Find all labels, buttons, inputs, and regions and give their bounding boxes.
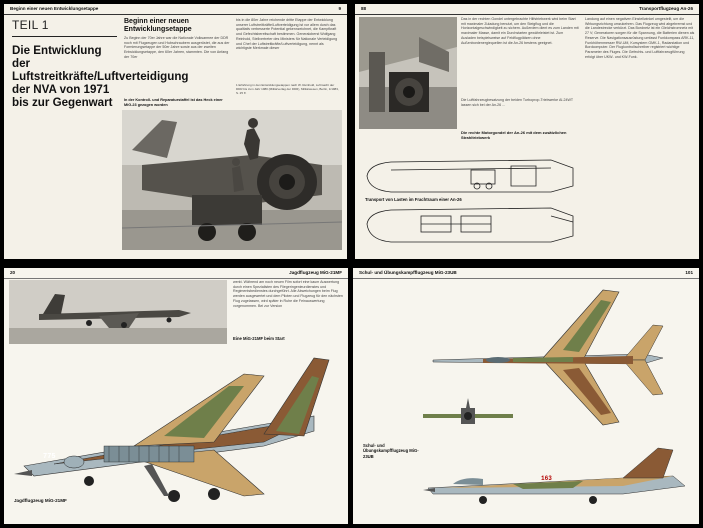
- mig21-takeoff-photo: [9, 280, 227, 344]
- photo-caption: Die rechte Motorgondel der An-26 mit dem zusätzlichen Strahltriebwerk: [461, 130, 567, 140]
- body-text: werkt. Während am noch neuen Film sofort eine kaum Auswertung durch einen Spezialisten des Fliegeringenieurdienstes und Regimentsbedienstes durchgeführt. Alle Abweichungen beim Flug werden ausgewertet und dem Piloten und Flugzeug für den nächsten Flug zugelassen, wird später in Ruhe die Feinauswertung vorgenommen. Bei zur Version: [233, 280, 343, 308]
- drawing-caption: Jagdflugzeug MiG-21MF: [14, 498, 67, 503]
- serial-number: 775: [43, 453, 56, 461]
- nacelle-photo: [359, 17, 457, 129]
- mig23ub-side-view: [423, 446, 693, 516]
- rule: [12, 36, 117, 37]
- serial-number: 163: [541, 475, 552, 482]
- body-text-col1b: Die Luftfahrzeugbesatzung der beiden Turboprop-Triebwerke AI-24WT lassen sich bei der An-26 ...: [461, 98, 579, 128]
- chapter-headline: Die Entwicklung der Luftstreitkräfte/Luftverteidigung der NVA von 1971 bis zur Gegenwart: [12, 44, 189, 109]
- footnote: 1 Erfahrung in den Entwicklungsetappen nach W. Reinhold, Luftmacht der DDR bis zum Jahr 1980 (Militärverlag der DDR), Militärwesen, Berlin, 1/1983, S. 25 ff.: [236, 83, 339, 95]
- part-label: TEIL 1: [12, 18, 49, 32]
- photo-caption: In der Kontroll- und Reparaturstaffel ist das Heck einer MiG-23 gezogen worden: [124, 98, 223, 107]
- running-title: Transportflugzeug An-26: [639, 6, 693, 11]
- drawing-caption: Schul- und Übungskampfflugzeug MiG-23UB: [363, 443, 419, 459]
- mig23ub-front-view: [423, 398, 513, 434]
- running-title: Beginn einer neuen Entwicklungsetappe: [10, 6, 99, 11]
- page-number: 88: [361, 6, 367, 11]
- page-1: [4, 4, 347, 259]
- photo-caption: Eine MiG-21MF beim Start: [233, 336, 285, 341]
- running-title: Jagdflugzeug MiG-21MF: [289, 270, 342, 275]
- mig21-cutaway-drawing: [14, 346, 344, 521]
- page-number: 20: [10, 270, 16, 275]
- running-title: Schul- und Übungskampfflugzeug MiG-23UB: [359, 270, 457, 275]
- body-text-col2: Landung auf einen negativen Einstellwinkel umgestellt, um die Wirkungsrichtung umzukehren. Das Flugzeug wird abgebremst und die Landestrecke verkürzt. Das Bordnetz ist ein Gleichstromnetz mit 27 V; Generatoren sorgen für die Spannung, die Batterien dienen als Reserve. Die Navigationsausrüstung umfasst Funkkompass ARK-11, Funkhöhenmesser RW-UM, Kursystem GMK-1, Radarstation und Bordcomputer. Der Flugkontrollschreiber registriert wichtige Parameter des Fluges. Die Gefechts- und Luftfahrzeugführung erfolgt über UKW- und KW-Funk.: [585, 17, 695, 59]
- page-3: [4, 268, 348, 524]
- body-text-col1: Das in der rechten Gondel untergebrachte Hilfstriebwerk wird beim Start mit maximaler Zuladung benutzt, um den Steigflug und die Horizontalgeschwindigkeit zu sichern. Außerdem dient es zum Landen mit maximaler Masse, damit ein Durchstarten gewährleistet ist. Zum Ausladen beispielsweise auf Feldflugplätzen ohne Außenbordenergiequellen ist die An-26 bestens geeignet.: [461, 17, 579, 45]
- page-header: [353, 268, 699, 279]
- body-text-col1: Zu Beginn der 70er Jahre war die Nationale Volksarmee der DDR noch mit Flugzeugen und Hubschraubern ausgerüstet, die aus der Formierungsetappe der 50er Jahre sowie aus der zweiten Entwicklungsetappe, den 60er Jahren, stammten. Die von Anfang der 70er: [124, 36, 230, 59]
- page-header: [4, 268, 348, 279]
- page-number: 101: [685, 270, 693, 275]
- section-subhead: Beginn einer neuen Entwicklungsetappe: [124, 18, 192, 33]
- maintenance-photo: [122, 110, 342, 250]
- body-text-col2: bis in die 80er Jahre reichende dritte Etappe der Entwicklung unserer Luftstreitkräfte/Luftverteidigung ist vor allem durch das qualitativ verbesserte Potential gekennzeichnet, die Kampfkraft und Gefechtsbereitschaft bestimmen. Generaloberst Wolfgang Reinhold, Stellvertreter des Ministers für Nationale Verteidigung und Chef der Luftstreitkräfte/Luftverteidigung, nennt als wichtigste Merkmale dieser: [236, 18, 338, 51]
- page-header: [355, 4, 699, 15]
- page-number: 9: [338, 6, 341, 11]
- page-4: [353, 268, 699, 524]
- page-2: [355, 4, 699, 259]
- page-header: [4, 4, 347, 15]
- diagram-caption: Transport von Lasten im Frachtraum einer An-26: [365, 197, 462, 202]
